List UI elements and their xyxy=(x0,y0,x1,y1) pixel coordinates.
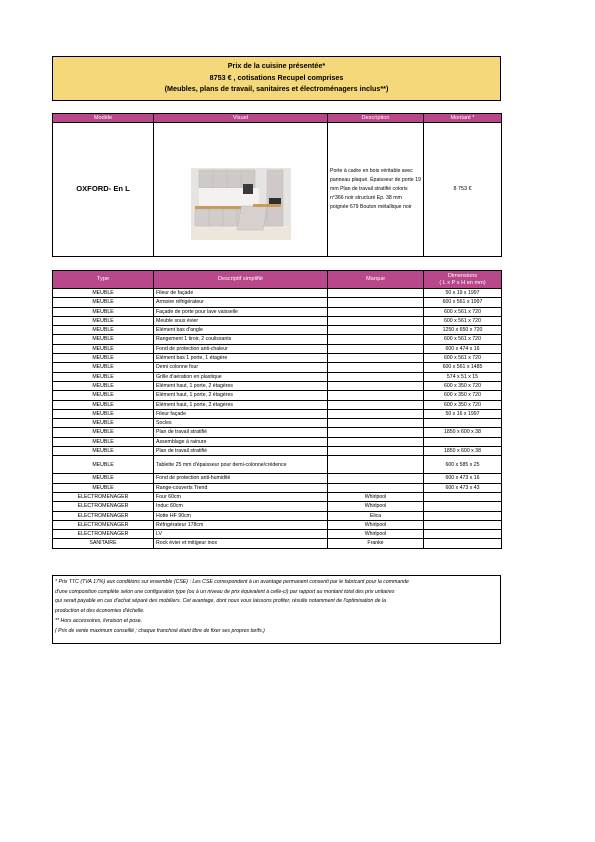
cell-type: MEUBLE xyxy=(53,419,154,428)
header-description: Description xyxy=(328,114,424,123)
cell-brand xyxy=(328,381,424,390)
cell-brand: Franke xyxy=(328,539,424,548)
items-table-header xyxy=(53,271,502,289)
cell-brand: Elica xyxy=(328,511,424,520)
cell-dimensions: 600 x 561 x 720 xyxy=(424,316,502,325)
cell-description: Façade de porte pour lave vaisselle xyxy=(154,307,328,316)
model-table xyxy=(52,113,502,257)
table-row xyxy=(53,391,502,400)
cell-dimensions: 600 x 561 x 1997 xyxy=(424,298,502,307)
cell-dimensions: 600 x 350 x 720 xyxy=(424,391,502,400)
cell-type: MEUBLE xyxy=(53,428,154,437)
cell-description: Rock évier et mitigeur inox xyxy=(154,539,328,548)
table-row xyxy=(53,363,502,372)
cell-dimensions xyxy=(424,520,502,529)
model-visual xyxy=(154,123,328,257)
cell-description: Fond de protection anti-chaleur xyxy=(154,344,328,353)
cell-brand xyxy=(328,437,424,446)
cell-type: ELECTROMENAGER xyxy=(53,511,154,520)
cell-brand: Whirlpool xyxy=(328,492,424,501)
table-row xyxy=(53,381,502,390)
cell-brand xyxy=(328,298,424,307)
cell-type: MEUBLE xyxy=(53,363,154,372)
cell-type: MEUBLE xyxy=(53,456,154,474)
cell-description: Elément haut, 1 porte, 2 étagères xyxy=(154,381,328,390)
cell-description: Elément bas 1 porte, 1 étagère xyxy=(154,354,328,363)
header-dimensions-unit: ( L x P x H en mm) xyxy=(439,279,486,286)
cell-type: SANITAIRE xyxy=(53,539,154,548)
footnote-line: ** Hors accessoires, livraison et pose. xyxy=(55,617,143,624)
footnote-line: qui serait payable en cas d'achat séparé des mobiliers. Cet avantage, dont nous vous laissons profiter, résulte notamment de l'optimisation de la xyxy=(55,598,386,605)
cell-type: MEUBLE xyxy=(53,289,154,298)
cell-description: Elément haut, 1 porte, 2 étagères xyxy=(154,391,328,400)
cell-description: Plan de travail stratifié xyxy=(154,447,328,456)
cell-brand xyxy=(328,456,424,474)
cell-type: MEUBLE xyxy=(53,391,154,400)
header-amount: Montant * xyxy=(424,114,502,123)
cell-brand xyxy=(328,354,424,363)
cell-dimensions: 600 x 561 x 1485 xyxy=(424,363,502,372)
header-dimensions-label: Dimensions xyxy=(447,272,478,279)
cell-type: MEUBLE xyxy=(53,335,154,344)
cell-dimensions: 1850 x 600 x 38 xyxy=(424,447,502,456)
items-table xyxy=(52,270,502,549)
cell-dimensions xyxy=(424,530,502,539)
cell-brand xyxy=(328,400,424,409)
cell-brand xyxy=(328,447,424,456)
cell-brand xyxy=(328,335,424,344)
cell-type: MEUBLE xyxy=(53,344,154,353)
cell-dimensions: 600 x 561 x 720 xyxy=(424,307,502,316)
cell-brand xyxy=(328,483,424,492)
cell-description: LV xyxy=(154,530,328,539)
cell-description: Elément bas d'angle xyxy=(154,326,328,335)
header-marque: Marque xyxy=(328,271,424,289)
cell-brand xyxy=(328,307,424,316)
cell-dimensions xyxy=(424,437,502,446)
banner-price: 8753 € , cotisations Recupel comprises xyxy=(209,72,344,82)
table-row xyxy=(53,437,502,446)
cell-dimensions: 574 x 51 x 15 xyxy=(424,372,502,381)
table-row xyxy=(53,428,502,437)
table-row xyxy=(53,372,502,381)
cell-type: MEUBLE xyxy=(53,400,154,409)
cell-dimensions: 600 x 561 x 720 xyxy=(424,335,502,344)
cell-brand xyxy=(328,289,424,298)
banner-includes: (Meubles, plans de travail, sanitaires et électroménagers inclus**) xyxy=(164,84,389,93)
cell-type: MEUBLE xyxy=(53,483,154,492)
header-visual: Visuel xyxy=(154,114,328,123)
items-body xyxy=(53,289,502,549)
cell-description: Tablette 25 mm d'épaisseur pour demi-colonne/crédence xyxy=(154,456,328,474)
header-descriptif: Descriptif simplifié xyxy=(154,271,328,289)
cell-brand xyxy=(328,372,424,381)
cell-type: MEUBLE xyxy=(53,307,154,316)
cell-brand: Whirlpool xyxy=(328,530,424,539)
table-row xyxy=(53,520,502,529)
footnote-line: d'une composition complète selon une configuration type (ou à un niveau de prix équivalent à celle-ci) par rapport au montant total des prix unitaires xyxy=(55,588,395,595)
table-row xyxy=(53,502,502,511)
cell-description: Four 60cm xyxy=(154,492,328,501)
cell-dimensions: 600 x 350 x 720 xyxy=(424,400,502,409)
cell-type: MEUBLE xyxy=(53,409,154,418)
cell-description: Fileur façade xyxy=(154,409,328,418)
cell-dimensions xyxy=(424,539,502,548)
cell-description: Elément haut, 1 porte, 2 étagères xyxy=(154,400,328,409)
header-model: Modèle xyxy=(53,114,154,123)
table-row xyxy=(53,539,502,548)
table-row xyxy=(53,316,502,325)
cell-description: Hotte HF 90cm xyxy=(154,511,328,520)
cell-dimensions xyxy=(424,511,502,520)
cell-dimensions xyxy=(424,419,502,428)
cell-dimensions: 600 x 473 x 16 xyxy=(424,474,502,483)
table-row xyxy=(53,400,502,409)
cell-brand xyxy=(328,326,424,335)
cell-dimensions: 1850 x 600 x 38 xyxy=(424,428,502,437)
cell-brand xyxy=(328,316,424,325)
model-description: Porte à cadre en bois véritable avec panneau plaqué. Épaisseur de porte 19 mm Plan de travail stratifié coloris n°366 noir structuré Ep. 38 mm poignée 679 Bouton métallique noir xyxy=(328,123,424,257)
cell-dimensions: 600 x 473 x 43 xyxy=(424,483,502,492)
cell-brand xyxy=(328,344,424,353)
cell-type: ELECTROMENAGER xyxy=(53,492,154,501)
footnote-line: ( Prix de vente maximum conseillé ; chaque franchisé étant libre de fixer ses propres tarifs.) xyxy=(55,627,265,634)
header-dimensions xyxy=(424,271,502,289)
cell-dimensions: 600 x 350 x 720 xyxy=(424,381,502,390)
cell-type: MEUBLE xyxy=(53,381,154,390)
banner-title: Prix de la cuisine présentée* xyxy=(227,61,326,70)
table-row xyxy=(53,447,502,456)
cell-description: Fond de protection anti-humidité xyxy=(154,474,328,483)
cell-dimensions: 1250 x 650 x 720 xyxy=(424,326,502,335)
table-row xyxy=(53,456,502,474)
cell-type: MEUBLE xyxy=(53,447,154,456)
cell-dimensions: 600 x 561 x 720 xyxy=(424,354,502,363)
footnote-line: * Prix TTC (TVA 17%) aux conditions sur ensemble (CSE) : Les CSE correspondent à un avantage permanent consenti par le fabricant pour la commande xyxy=(55,579,409,585)
table-row xyxy=(53,530,502,539)
model-row xyxy=(53,123,502,257)
footnote-line: production et des économies d'échelle. xyxy=(55,608,145,615)
model-table-header xyxy=(53,114,502,123)
cell-brand xyxy=(328,391,424,400)
header-type: Type xyxy=(53,271,154,289)
cell-brand xyxy=(328,363,424,372)
cell-description: Socles xyxy=(154,419,328,428)
table-row xyxy=(53,483,502,492)
cell-type: MEUBLE xyxy=(53,316,154,325)
cell-brand xyxy=(328,474,424,483)
cell-description: Meuble sous évier xyxy=(154,316,328,325)
table-row xyxy=(53,492,502,501)
footnote xyxy=(52,575,501,644)
cell-description: Induc 60cm xyxy=(154,502,328,511)
cell-type: MEUBLE xyxy=(53,298,154,307)
cell-description: Grille d'aération en plastique xyxy=(154,372,328,381)
cell-dimensions xyxy=(424,502,502,511)
cell-brand xyxy=(328,409,424,418)
cell-type: MEUBLE xyxy=(53,354,154,363)
table-row xyxy=(53,354,502,363)
cell-dimensions: 600 x 474 x 16 xyxy=(424,344,502,353)
table-row xyxy=(53,419,502,428)
price-banner xyxy=(52,56,501,101)
cell-brand: Whirlpool xyxy=(328,520,424,529)
cell-type: ELECTROMENAGER xyxy=(53,502,154,511)
table-row xyxy=(53,326,502,335)
cell-description: Rangement 1 tiroir, 2 coulissants xyxy=(154,335,328,344)
cell-dimensions: 50 x 16 x 1997 xyxy=(424,409,502,418)
cell-description: Armoire réfrigérateur xyxy=(154,298,328,307)
cell-description: Range-couverts Trend xyxy=(154,483,328,492)
cell-brand xyxy=(328,419,424,428)
cell-description: Assemblage à rainure xyxy=(154,437,328,446)
table-row xyxy=(53,409,502,418)
cell-description: Demi colonne four xyxy=(154,363,328,372)
cell-dimensions xyxy=(424,492,502,501)
table-row xyxy=(53,289,502,298)
cell-type: ELECTROMENAGER xyxy=(53,520,154,529)
cell-description: Plan de travail stratifié xyxy=(154,428,328,437)
cell-type: MEUBLE xyxy=(53,372,154,381)
cell-brand: Whirlpool xyxy=(328,502,424,511)
cell-type: MEUBLE xyxy=(53,326,154,335)
cell-description: Réfrigérateur 178cm xyxy=(154,520,328,529)
model-name: OXFORD- En L xyxy=(53,123,154,257)
cell-type: MEUBLE xyxy=(53,474,154,483)
table-row xyxy=(53,344,502,353)
table-row xyxy=(53,298,502,307)
kitchen-image xyxy=(191,140,291,240)
cell-description: Fileur de façade xyxy=(154,289,328,298)
cell-dimensions: 600 x 585 x 25 xyxy=(424,456,502,474)
model-amount: 8 753 € xyxy=(424,123,502,257)
cell-brand xyxy=(328,428,424,437)
table-row xyxy=(53,307,502,316)
table-row xyxy=(53,511,502,520)
table-row xyxy=(53,474,502,483)
cell-type: ELECTROMENAGER xyxy=(53,530,154,539)
cell-dimensions: 50 x 19 x 1997 xyxy=(424,289,502,298)
table-row xyxy=(53,335,502,344)
cell-type: MEUBLE xyxy=(53,437,154,446)
